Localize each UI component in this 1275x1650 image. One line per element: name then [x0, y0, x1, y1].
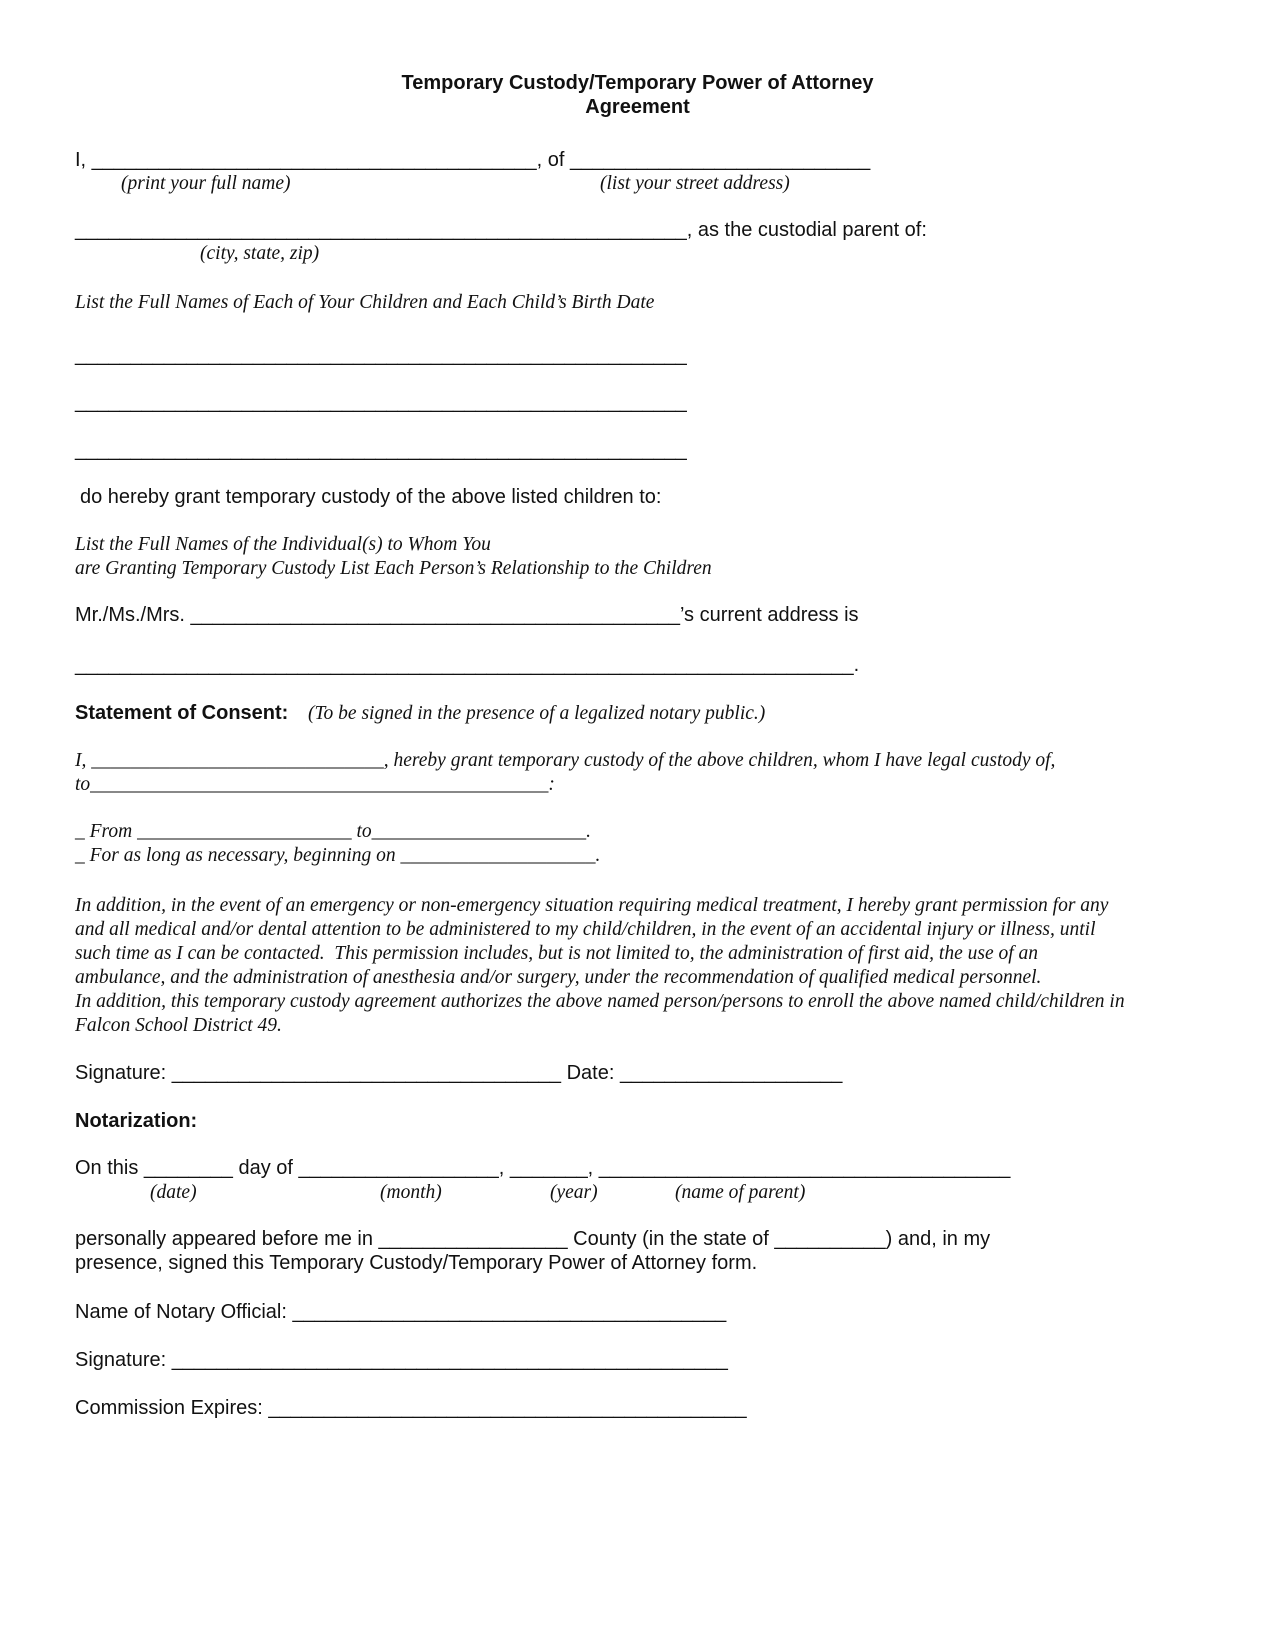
caption-date: (date)	[150, 1182, 197, 1203]
commission-expires-field[interactable]: Commission Expires: ___________________________________________	[75, 1397, 747, 1419]
child-line-1[interactable]: _______________________________________________________	[75, 344, 687, 366]
caption-full-name: (print your full name)	[121, 173, 291, 194]
custodian-name-field[interactable]: Mr./Ms./Mrs. ____________________________________________’s current address is	[75, 604, 859, 626]
consent-label: Statement of Consent:	[75, 702, 289, 724]
medical-line: Falcon School District 49.	[75, 1015, 282, 1036]
notarization-heading: Notarization:	[75, 1110, 198, 1132]
from-to-option[interactable]: _ From ______________________ to______________________.	[75, 821, 592, 842]
consent-note: (To be signed in the presence of a legalized notary public.)	[308, 703, 766, 724]
child-line-2[interactable]: _______________________________________________________	[75, 391, 687, 413]
consent-grantor-field[interactable]: I, ______________________________, hereby grant temporary custody of the above children, whom I have legal custody of,	[75, 750, 1056, 771]
child-line-3[interactable]: _______________________________________________________	[75, 439, 687, 461]
appeared-statement: presence, signed this Temporary Custody/Temporary Power of Attorney form.	[75, 1252, 758, 1274]
caption-name-of-parent: (name of parent)	[675, 1182, 806, 1203]
medical-permission-paragraph	[75, 894, 1205, 1038]
children-heading: List the Full Names of Each of Your Children and Each Child’s Birth Date	[75, 292, 655, 313]
medical-line: ambulance, and the administration of anesthesia and/or surgery, under the recommendation of qualified medical personnel.	[75, 967, 1042, 988]
medical-line: In addition, in the event of an emergency or non-emergency situation requiring medical treatment, I hereby grant permission for any	[75, 895, 1109, 916]
individuals-heading-line1: List the Full Names of the Individual(s) to Whom You	[75, 534, 491, 555]
county-state-field[interactable]: personally appeared before me in _________________ County (in the state of __________) and, in my	[75, 1228, 991, 1250]
signature-date-field[interactable]: Signature: ___________________________________ Date: ____________________	[75, 1062, 843, 1084]
notary-signature-field[interactable]: Signature: __________________________________________________	[75, 1349, 728, 1371]
caption-city-state-zip: (city, state, zip)	[200, 243, 320, 264]
medical-line: In addition, this temporary custody agreement authorizes the above named person/persons to enroll the above named child/children in	[75, 991, 1125, 1012]
document-title-line1: Temporary Custody/Temporary Power of Attorney	[401, 72, 874, 94]
medical-line: such time as I can be contacted. This permission includes, but is not limited to, the administration of first aid, the use of an	[75, 943, 1039, 964]
as-long-as-necessary-option[interactable]: _ For as long as necessary, beginning on ____________________.	[75, 845, 601, 866]
caption-street-address: (list your street address)	[600, 173, 790, 194]
caption-year: (year)	[550, 1182, 598, 1203]
grant-custody-statement: do hereby grant temporary custody of the above listed children to:	[80, 486, 662, 508]
notary-date-field[interactable]: On this ________ day of __________________, _______, _____________________________________	[75, 1157, 1011, 1179]
custodian-address-field[interactable]: ______________________________________________________________________.	[75, 654, 860, 676]
consent-grantee-field[interactable]: to_______________________________________________:	[75, 774, 555, 795]
notary-name-field[interactable]: Name of Notary Official: _______________________________________	[75, 1301, 727, 1323]
city-state-zip-field[interactable]: _______________________________________________________, as the custodial parent of:	[75, 219, 927, 241]
document-title-line2: Agreement	[585, 96, 690, 118]
caption-month: (month)	[380, 1182, 442, 1203]
medical-line: and all medical and/or dental attention to be administered to my child/children, in the event of an accidental injury or illness, until	[75, 919, 1096, 940]
individuals-heading-line2: are Granting Temporary Custody List Each Person’s Relationship to the Children	[75, 558, 712, 579]
full-name-address-field[interactable]: I, ________________________________________, of ___________________________	[75, 149, 871, 171]
